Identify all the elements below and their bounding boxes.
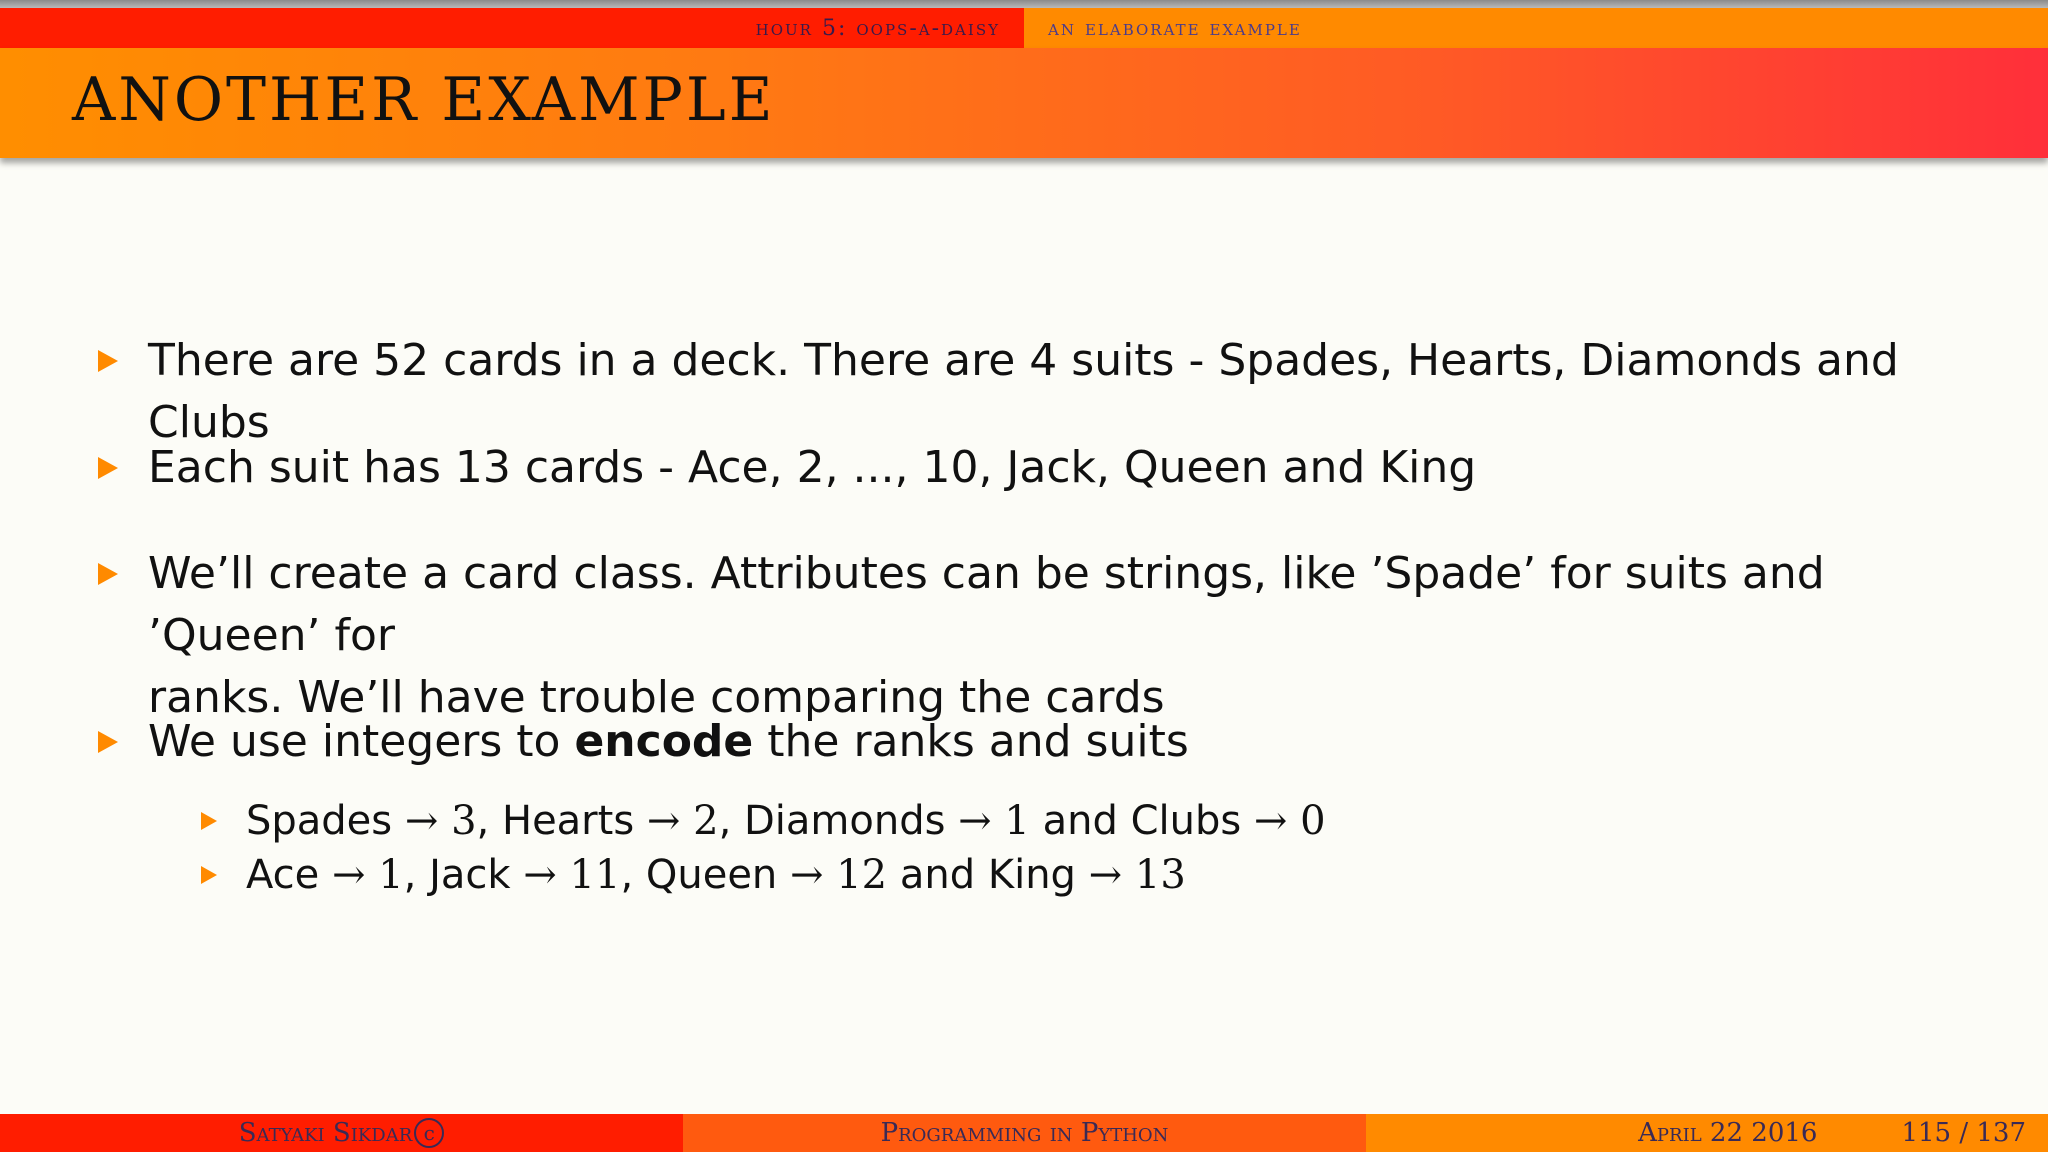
copyright-icon: c — [414, 1118, 444, 1148]
triangle-bullet-icon — [98, 350, 118, 372]
bullet-integer-encoding — [148, 711, 1978, 773]
arrow-icon: → — [646, 798, 681, 844]
arrow-icon: → — [790, 852, 824, 898]
triangle-bullet-icon — [201, 812, 217, 830]
course-title: Programming in Python — [880, 1118, 1169, 1148]
rank-name: King — [987, 852, 1076, 898]
suit-value: 2 — [693, 798, 719, 844]
sub-bullet-suit-encoding — [246, 795, 1946, 847]
rank-value: 11 — [569, 852, 621, 898]
rank-name: Ace — [246, 852, 320, 898]
conjunction: and — [1042, 798, 1118, 844]
triangle-bullet-icon — [98, 731, 118, 753]
suit-name: Clubs — [1130, 798, 1242, 844]
bullet-text-post: the ranks and suits — [753, 716, 1189, 767]
presentation-date: April 22 2016 — [1638, 1118, 1818, 1148]
bullet-text-line-2: ranks. We’ll have trouble comparing the cards — [148, 672, 1165, 723]
arrow-icon: → — [1088, 852, 1123, 898]
bullet-card-class — [148, 543, 1978, 729]
triangle-bullet-icon — [98, 563, 118, 585]
triangle-bullet-icon — [98, 457, 118, 479]
footer-info — [1366, 1114, 2048, 1152]
separator: , — [620, 852, 634, 898]
nav-section-link[interactable] — [0, 8, 1024, 48]
arrow-icon: → — [958, 798, 992, 844]
footer — [0, 1114, 2048, 1152]
bullet-text: Each suit has 13 cards - Ace, 2, ..., 10, Jack, Queen and King — [148, 442, 1477, 493]
separator: , — [718, 798, 732, 844]
top-border — [0, 0, 2048, 8]
footer-course — [683, 1114, 1366, 1152]
rank-value: 1 — [378, 852, 404, 898]
bullet-text: There are 52 cards in a deck. There are 4 suits - Spades, Hearts, Diamonds and Clubs — [148, 335, 1899, 448]
suit-value: 1 — [1004, 798, 1030, 844]
arrow-icon: → — [1253, 798, 1288, 844]
bullet-text-line-1: We’ll create a card class. Attributes can be strings, like ’Spade’ for suits and ’Queen’ for — [148, 548, 1825, 661]
bullet-emphasis: encode — [574, 716, 754, 767]
suit-name: Spades — [246, 798, 393, 844]
author-name: Satyaki Sikdar — [238, 1118, 413, 1148]
separator: , — [403, 852, 417, 898]
footer-author — [0, 1114, 683, 1152]
rank-name: Queen — [645, 852, 778, 898]
suit-name: Hearts — [501, 798, 635, 844]
arrow-icon: → — [523, 852, 557, 898]
suit-name: Diamonds — [744, 798, 946, 844]
arrow-icon: → — [331, 852, 366, 898]
nav-subsection-link[interactable] — [1024, 8, 2048, 48]
bullet-suit-cards — [148, 437, 1978, 499]
suit-value: 3 — [451, 798, 477, 844]
slide-title: ANOTHER EXAMPLE — [72, 65, 776, 135]
sub-bullet-rank-encoding — [246, 849, 1946, 901]
triangle-bullet-icon — [201, 866, 217, 884]
conjunction: and — [899, 852, 976, 898]
rank-value: 13 — [1134, 852, 1186, 898]
page-number: 115 / 137 — [1901, 1118, 2026, 1148]
title-bar — [0, 48, 2048, 158]
bullet-deck-info — [148, 330, 1978, 454]
suit-value: 0 — [1300, 798, 1326, 844]
rank-name: Jack — [429, 852, 511, 898]
navigation-strip — [0, 8, 2048, 48]
arrow-icon: → — [404, 798, 439, 844]
rank-value: 12 — [836, 852, 888, 898]
nav-section-label: hour 5: oops-a-daisy — [755, 15, 1000, 41]
separator: , — [476, 798, 490, 844]
nav-subsection-label: an elaborate example — [1048, 15, 1302, 41]
bullet-text-pre: We use integers to — [148, 716, 575, 767]
